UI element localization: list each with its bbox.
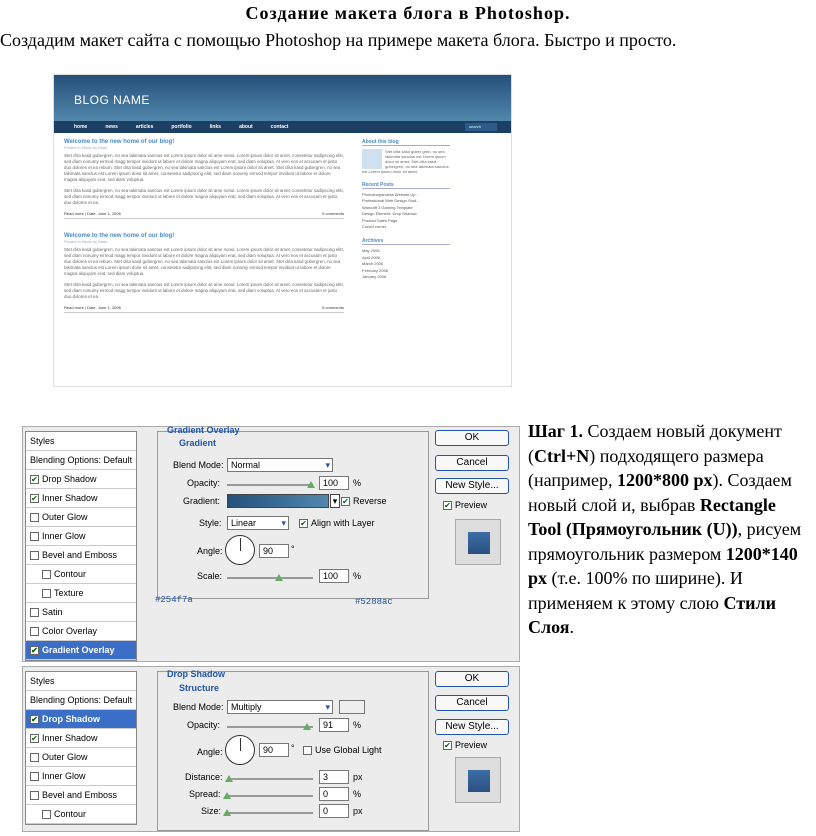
step-text-part: ). Создаем новый слой и, выбрав bbox=[528, 470, 792, 515]
spread-knob[interactable] bbox=[223, 792, 231, 799]
percent-unit: % bbox=[353, 571, 362, 581]
percent-unit: % bbox=[353, 720, 362, 730]
style-item-label: Inner Glow bbox=[42, 531, 86, 541]
archive-item[interactable]: February 2006 bbox=[362, 267, 389, 273]
opacity-slider[interactable] bbox=[227, 484, 313, 486]
style-item[interactable] bbox=[26, 508, 136, 527]
scale-input[interactable]: 100 bbox=[319, 569, 349, 583]
style-item[interactable] bbox=[26, 565, 136, 584]
style-item[interactable] bbox=[26, 584, 136, 603]
shortcut-ctrl-n: Ctrl+N bbox=[534, 445, 590, 466]
recent-item[interactable]: Warcraft 3 Gaming Template bbox=[362, 204, 413, 210]
step-label: Шаг 1. bbox=[528, 421, 583, 441]
nav-news[interactable]: news bbox=[105, 124, 118, 130]
style-item[interactable] bbox=[26, 786, 136, 805]
style-item[interactable] bbox=[26, 729, 136, 748]
blog-main bbox=[64, 139, 344, 327]
post-body: Stet clita kasd gubergren, no sea takimata sanctus est Lorem ipsum dolor sit ame nonul. Lorem ipsum dolor sit amet, consetetur sadipscing elitr, sed diam nonumy eirmod magg tempor invidunt ut labore et dolore magna aliquyam erat, sed diam voluptua. At vero eos et accusam et justo duo dolores et ea. bbox=[64, 282, 344, 299]
gradient-label: Gradient: bbox=[183, 496, 221, 506]
new-style-button[interactable]: New Style... bbox=[435, 478, 509, 494]
style-checkbox-icon[interactable] bbox=[30, 791, 39, 800]
blog-nav bbox=[54, 121, 511, 133]
style-item-label: Color Overlay bbox=[42, 626, 98, 636]
global-light-checkbox[interactable] bbox=[303, 745, 382, 755]
style-label: Style: bbox=[199, 518, 222, 528]
style-item[interactable] bbox=[26, 546, 136, 565]
comments-link[interactable]: 5 comments bbox=[322, 305, 344, 310]
spread-input[interactable]: 0 bbox=[319, 787, 349, 801]
angle-dial[interactable] bbox=[225, 735, 255, 765]
page-title: Создание макета блога в Photoshop. bbox=[245, 3, 571, 23]
recent-item[interactable]: Photoshopandcss Website Up... bbox=[362, 192, 419, 197]
style-checkbox-icon[interactable] bbox=[42, 589, 51, 598]
drop-shadow-title: Drop Shadow bbox=[167, 669, 225, 679]
size-knob[interactable] bbox=[223, 809, 231, 816]
style-checkbox-icon[interactable] bbox=[30, 608, 39, 617]
style-item[interactable] bbox=[26, 710, 136, 729]
degree-unit: ° bbox=[291, 743, 295, 753]
percent-unit: % bbox=[353, 478, 362, 488]
blend-mode-select[interactable]: Multiply ▾ bbox=[227, 700, 333, 714]
distance-input[interactable]: 3 bbox=[319, 770, 349, 784]
style-item[interactable] bbox=[26, 672, 136, 691]
ok-button[interactable]: OK bbox=[435, 671, 509, 687]
style-item[interactable] bbox=[26, 489, 136, 508]
style-item-label: Blending Options: Default bbox=[30, 695, 133, 705]
blog-search[interactable]: search bbox=[465, 123, 497, 131]
step-text-part: ) подходящего размера (например, bbox=[528, 445, 764, 490]
recent-heading: Recent Posts bbox=[362, 182, 450, 189]
nav-portfolio[interactable]: portfolio bbox=[171, 124, 192, 130]
preview-label: Preview bbox=[455, 740, 488, 750]
post-body: Stet clita kasd gubergren, no sea takimata sanctus est Lorem ipsum dolor sit ame nonul. Lorem ipsum dolor sit amet, consetetur sadipscing elitr, sed diam nonumy eirmod magg tempor invidunt ut labore et dolore magna aliquyam erat, sed diam voluptua. At vero eos et accusam et justo duo dolores et ea rebum. Stet clita kasd gubergren, no sea takimata sanctus est Lorem ipsum dolor sit amet. Stet clita kasd gubergren, no sea takimata sanctus est Lorem ipsum dolor sit amet, consetetur sadipscing elitr, sed diam nonumy eirmod tempor invidunt ut labore et dolore magna aliquyam erat, sed diam voluptua. bbox=[64, 153, 344, 182]
styles-list bbox=[25, 431, 137, 661]
step-text-part: . bbox=[569, 617, 574, 637]
blog-name: BLOG NAME bbox=[74, 93, 150, 107]
blog-post bbox=[64, 139, 344, 219]
size-slider[interactable] bbox=[227, 812, 313, 814]
style-checkbox-icon[interactable]: ✔ bbox=[31, 494, 38, 504]
post-meta: Posted in News by Mark bbox=[64, 145, 108, 150]
recent-item[interactable]: Design Element: Drop Shadow bbox=[362, 211, 417, 217]
step-text-part: (т.е. 100% по ширине). И применяем к этому слою bbox=[528, 568, 743, 613]
style-checkbox-icon[interactable] bbox=[30, 753, 39, 762]
cancel-button[interactable]: Cancel bbox=[435, 455, 509, 471]
archive-item[interactable]: January 2006 bbox=[362, 274, 387, 280]
archive-item[interactable]: March 2006 bbox=[362, 261, 384, 267]
ok-button[interactable]: OK bbox=[435, 430, 509, 446]
style-item-label: Bevel and Emboss bbox=[42, 550, 118, 560]
about-body: Stet clita kasd guber gren, no sea takimata sanctus est Lorem ipsum dolor sit amet. Stet clita kasd gubergren, no sea takimata sanctus est Lorem ipsum dolor sit amet. bbox=[362, 149, 449, 174]
style-item[interactable] bbox=[26, 767, 136, 786]
gradient-subtitle: Gradient bbox=[179, 438, 217, 448]
preview-checkbox[interactable] bbox=[443, 500, 487, 510]
style-item[interactable] bbox=[26, 470, 136, 489]
color-left-label: #254f7a bbox=[155, 595, 193, 605]
cancel-button[interactable]: Cancel bbox=[435, 695, 509, 711]
read-more-link[interactable]: Read more | Date: June 1, 2006 bbox=[64, 305, 121, 310]
style-item-label: Styles bbox=[30, 436, 55, 446]
rectangle-size: 1200*140 px bbox=[528, 543, 798, 588]
style-item[interactable] bbox=[26, 527, 136, 546]
opacity-knob[interactable] bbox=[307, 481, 315, 488]
blend-mode-label: Blend Mode: bbox=[173, 460, 224, 470]
step-text-part: , рисуем прямоугольник размером bbox=[528, 519, 802, 564]
blend-mode-label: Blend Mode: bbox=[173, 702, 224, 712]
post-footer bbox=[64, 211, 344, 219]
gradient-picker[interactable] bbox=[227, 494, 329, 508]
page-subtitle: Создадим макет сайта с помощью Photoshop на примере макета блога. Быстро и просто. bbox=[0, 30, 677, 50]
style-checkbox-icon[interactable] bbox=[30, 772, 39, 781]
style-checkbox-icon[interactable] bbox=[30, 627, 39, 636]
align-check-icon: ✔ bbox=[300, 519, 307, 529]
style-item-label: Outer Glow bbox=[42, 752, 88, 762]
post-meta: Posted in News by Mark bbox=[64, 239, 108, 244]
nav-about[interactable]: about bbox=[239, 124, 253, 130]
archive-item[interactable]: April 2006 bbox=[362, 254, 381, 260]
style-item[interactable] bbox=[26, 805, 136, 824]
recent-item[interactable]: Professional Web Design Stud... bbox=[362, 198, 420, 204]
style-item-label: Outer Glow bbox=[42, 512, 88, 522]
distance-label: Distance: bbox=[185, 772, 223, 782]
angle-input[interactable]: 90 bbox=[259, 544, 289, 558]
style-checkbox-icon[interactable] bbox=[30, 532, 39, 541]
gradient-overlay-title: Gradient Overlay bbox=[167, 425, 240, 435]
layer-style-dialog-shadow bbox=[22, 666, 520, 832]
percent-unit: % bbox=[353, 789, 362, 799]
style-item-label: Inner Shadow bbox=[42, 733, 98, 743]
global-light-check-icon bbox=[303, 746, 312, 755]
style-item-label: Satin bbox=[42, 607, 63, 617]
style-checkbox-icon[interactable] bbox=[42, 570, 51, 579]
blog-header bbox=[54, 75, 511, 121]
style-checkbox-icon[interactable]: ✔ bbox=[31, 715, 38, 725]
align-label: Align with Layer bbox=[311, 518, 375, 528]
post-body: Stet clita kasd gubergren, no sea takimata sanctus est Lorem ipsum dolor sit ame nonul. Lorem ipsum dolor sit amet, consetetur sadipscing elitr, sed diam nonumy eirmod magg tempor invidunt ut labore et dolore magna aliquyam erat, sed diam voluptua. At vero eos et accusam et justo duo dolores et ea. bbox=[64, 188, 344, 205]
style-item[interactable] bbox=[26, 622, 136, 641]
archive-item[interactable]: May 2006 bbox=[362, 248, 380, 254]
opacity-input[interactable]: 91 bbox=[319, 718, 349, 732]
style-item-label: Bevel and Emboss bbox=[42, 790, 118, 800]
style-checkbox-icon[interactable] bbox=[30, 551, 39, 560]
opacity-knob[interactable] bbox=[303, 723, 311, 730]
distance-slider[interactable] bbox=[227, 778, 313, 780]
size-label: Size: bbox=[201, 806, 222, 816]
style-item-label: Contour bbox=[54, 569, 87, 579]
style-item-label: Texture bbox=[54, 588, 84, 598]
style-checkbox-icon[interactable]: ✔ bbox=[31, 646, 38, 656]
post-title[interactable]: Welcome to the new home of our blog! bbox=[64, 139, 175, 145]
style-item[interactable] bbox=[26, 451, 136, 470]
archives-heading: Archives bbox=[362, 238, 450, 245]
gradient-dropdown-icon[interactable]: ▾ bbox=[330, 494, 340, 508]
nav-articles[interactable]: articles bbox=[135, 124, 154, 130]
preview-label: Preview bbox=[455, 500, 488, 510]
opacity-label: Opacity: bbox=[187, 720, 221, 730]
style-item[interactable] bbox=[26, 641, 136, 660]
nav-home[interactable]: home bbox=[74, 124, 88, 130]
style-item-label: Gradient Overlay bbox=[42, 645, 115, 655]
new-style-button[interactable]: New Style... bbox=[435, 719, 509, 735]
px-unit: px bbox=[353, 806, 363, 816]
style-checkbox-icon[interactable]: ✔ bbox=[31, 734, 38, 744]
degree-unit: ° bbox=[291, 544, 295, 554]
style-item[interactable] bbox=[26, 432, 136, 451]
style-item[interactable] bbox=[26, 691, 136, 710]
opacity-label: Opacity: bbox=[187, 478, 221, 488]
post-title[interactable]: Welcome to the new home of our blog! bbox=[64, 233, 175, 239]
style-item-label: Inner Shadow bbox=[42, 493, 98, 503]
style-checkbox-icon[interactable] bbox=[42, 810, 51, 819]
scale-slider[interactable] bbox=[227, 577, 313, 579]
document-size: 1200*800 px bbox=[617, 470, 713, 490]
angle-label: Angle: bbox=[197, 747, 223, 757]
spread-label: Spread: bbox=[189, 789, 221, 799]
opacity-input[interactable]: 100 bbox=[319, 476, 349, 490]
nav-links[interactable]: links bbox=[209, 124, 222, 130]
styles-list bbox=[25, 671, 137, 825]
shadow-color-swatch[interactable] bbox=[339, 700, 365, 714]
blog-sidebar bbox=[362, 139, 450, 280]
style-item-label: Drop Shadow bbox=[42, 714, 100, 724]
spread-slider[interactable] bbox=[227, 795, 313, 797]
style-checkbox-icon[interactable]: ✔ bbox=[31, 475, 38, 485]
bird-icon bbox=[362, 149, 382, 169]
recent-item[interactable]: Product Sales Page bbox=[362, 217, 398, 223]
distance-knob[interactable] bbox=[225, 775, 233, 782]
layer-styles: Стили Слоя bbox=[528, 592, 776, 637]
about-heading: About this blog bbox=[362, 139, 450, 146]
preview-checkbox[interactable] bbox=[443, 740, 487, 750]
style-item-label: Contour bbox=[54, 809, 87, 819]
blog-post bbox=[64, 233, 344, 313]
preview-swatch bbox=[455, 519, 501, 565]
style-item[interactable] bbox=[26, 748, 136, 767]
style-item-label: Styles bbox=[30, 676, 55, 686]
step-text bbox=[528, 419, 810, 640]
angle-dial[interactable] bbox=[225, 535, 255, 565]
layer-style-dialog-gradient bbox=[22, 426, 520, 662]
step-text-part: Создаем новый документ ( bbox=[528, 421, 782, 466]
style-select[interactable]: Linear ▾ bbox=[227, 516, 289, 530]
read-more-link[interactable]: Read more | Date: June 1, 2006 bbox=[64, 211, 121, 216]
nav-contact[interactable]: contact bbox=[270, 124, 289, 130]
recent-list bbox=[362, 192, 450, 230]
reverse-checkbox[interactable] bbox=[341, 496, 387, 506]
recent-item[interactable]: Curled corner bbox=[362, 224, 387, 230]
reverse-label: Reverse bbox=[353, 496, 387, 506]
preview-check-icon: ✔ bbox=[444, 741, 451, 751]
preview-swatch bbox=[455, 757, 501, 803]
style-item-label: Blending Options: Default bbox=[30, 455, 133, 465]
angle-label: Angle: bbox=[197, 546, 223, 556]
archives-list bbox=[362, 248, 450, 280]
color-right-label: #5288ac bbox=[355, 597, 393, 607]
style-item[interactable] bbox=[26, 603, 136, 622]
preview-check-icon: ✔ bbox=[444, 501, 451, 511]
style-checkbox-icon[interactable] bbox=[30, 513, 39, 522]
opacity-slider[interactable] bbox=[227, 726, 313, 728]
blog-mockup bbox=[53, 74, 512, 387]
angle-input[interactable]: 90 bbox=[259, 743, 289, 757]
comments-link[interactable]: 5 comments bbox=[322, 211, 344, 216]
px-unit: px bbox=[353, 772, 363, 782]
scale-label: Scale: bbox=[197, 571, 223, 581]
structure-subtitle: Structure bbox=[179, 683, 220, 693]
size-input[interactable]: 0 bbox=[319, 804, 349, 818]
rectangle-tool: Rectangle Tool (Прямоугольник (U)) bbox=[528, 494, 776, 539]
post-body: Stet clita kasd gubergren, no sea takimata sanctus est Lorem ipsum dolor sit ame nonul. Lorem ipsum dolor sit amet, consetetur sadipscing elitr, sed diam nonumy eirmod magg tempor invidunt ut labore et dolore magna aliquyam erat, sed diam voluptua. At vero eos et accusam et justo duo dolores et ea rebum. Stet clita kasd gubergren, no sea takimata sanctus est Lorem ipsum dolor sit amet. Stet clita kasd gubergren, no sea takimata sanctus est Lorem ipsum dolor sit amet, consetetur sadipscing elitr, sed diam nonumy eirmod tempor invidunt ut labore et dolore magna aliquyam erat, sed diam voluptua. bbox=[64, 247, 344, 276]
global-light-label: Use Global Light bbox=[315, 745, 382, 755]
post-footer bbox=[64, 305, 344, 313]
style-item-label: Inner Glow bbox=[42, 771, 86, 781]
blend-mode-select[interactable]: Normal ▾ bbox=[227, 458, 333, 472]
align-checkbox[interactable] bbox=[299, 518, 375, 528]
reverse-check-icon: ✔ bbox=[342, 497, 349, 507]
style-item-label: Drop Shadow bbox=[42, 474, 97, 484]
about-text bbox=[362, 149, 450, 174]
scale-knob[interactable] bbox=[275, 574, 283, 581]
